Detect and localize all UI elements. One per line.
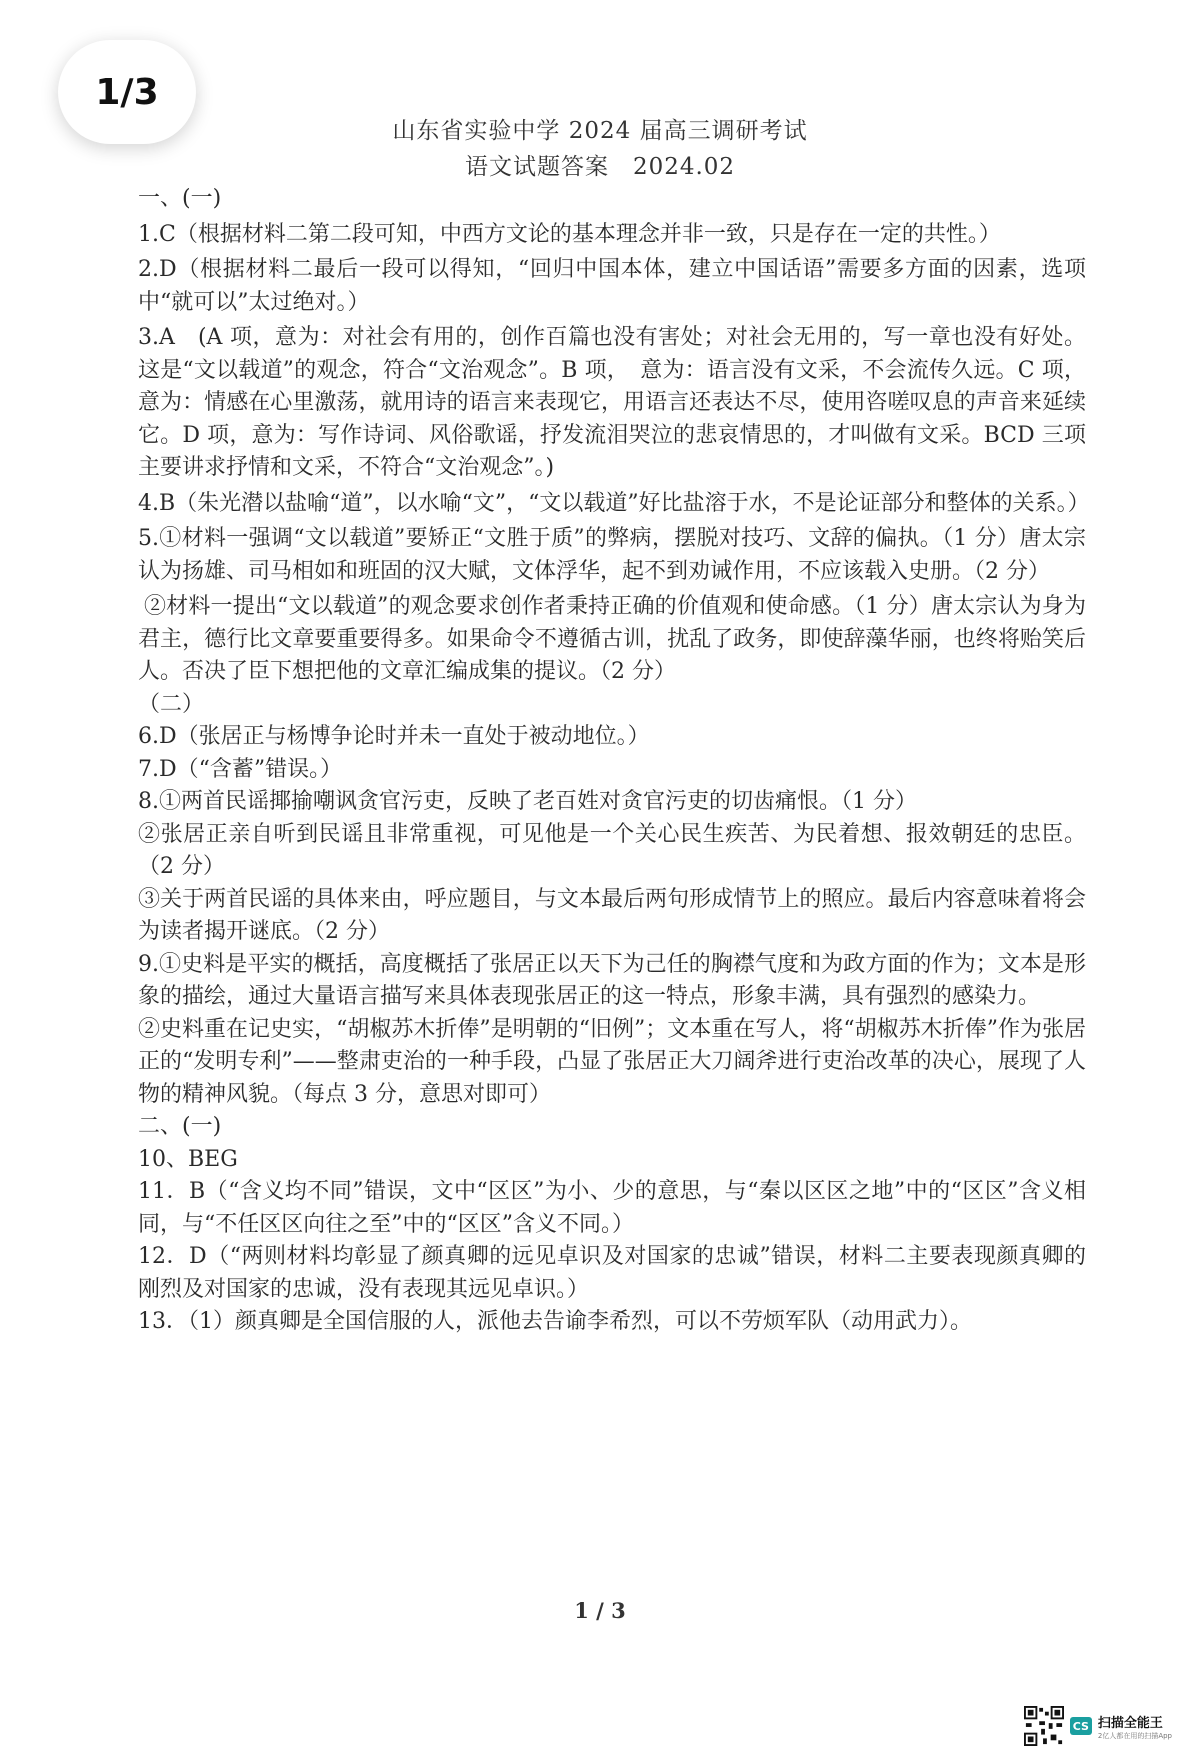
document-subtitle: 语文试题答案 2024.02 xyxy=(464,154,736,180)
section-heading: 一、(一) xyxy=(138,186,222,211)
camscanner-logo-icon: CS xyxy=(1070,1717,1092,1735)
section-heading: 二、(一) xyxy=(138,1114,222,1139)
answer-item-6: 6.D（张居正与杨博争论时并未一直处于被动地位。） xyxy=(138,724,650,749)
answer-item-5-point-2: ②材料一提出“文以载道”的观念要求创作者秉持正确的价值观和使命感。（1 分）唐太宗认为身为君主，德行比文章要重要得多。如果命令不遵循古训，扰乱了政务，即使辞藻华丽，也终将贻笑后人。否决了臣下想把他的文章汇编成集的提议。（2 分） xyxy=(138,594,1086,684)
answer-item-9-point-2: ②史料重在记史实，“胡椒苏木折俸”是明朝的“旧例”；文本重在写人，将“胡椒苏木折俸”作为张居正的“发明专利”——整肃吏治的一种手段，凸显了张居正大刀阔斧进行吏治改革的决心，展现了人物的精神风貌。（每点 3 分，意思对即可） xyxy=(138,1016,1086,1107)
answer-item-8-point-2: ②张居正亲自听到民谣且非常重视，可见他是一个关心民生疾苦、为民着想、报效朝廷的忠臣。（2 分） xyxy=(138,821,1086,879)
answer-item-2: 2.D（根据材料二最后一段可以得知，“回归中国本体，建立中国话语”需要多方面的因素，选项中“就可以”太过绝对。） xyxy=(138,257,1086,315)
answer-item-3: 3.A (A 项，意为：对社会有用的，创作百篇也没有害处；对社会无用的，写一章也没有好处。这是“文以载道”的观念，符合“文治观念”。B 项， 意为：语言没有文采，不会流传久远。C 项，意为：情感在心里激荡，就用诗的语言来表现它，用语言还表达不尽，使用咨嗟叹息的声音来延续它。D 项，意为：写作诗词、风俗歌谣，抒发流泪哭泣的悲哀情思的，才叫做有文采。BCD 三项主要讲求抒情和文采，不符合“文治观念”。) xyxy=(138,325,1086,480)
answer-item-12: 12．D（“两则材料均彰显了颜真卿的远见卓识及对国家的忠诚”错误，材料二主要表现颜真卿的刚烈及对国家的忠诚，没有表现其远见卓识。） xyxy=(138,1244,1086,1302)
answer-item-9-point-1: 9.①史料是平实的概括，高度概括了张居正以天下为己任的胸襟气度和为政方面的作为；文本是形象的描绘，通过大量语言描写来具体表现张居正的这一特点，形象丰满，具有强烈的感染力。 xyxy=(138,951,1086,1009)
document-title: 山东省实验中学 2024 届高三调研考试 xyxy=(392,118,808,144)
scanner-app-name: 扫描全能王 xyxy=(1097,1715,1163,1731)
scanner-slogan: 2亿人都在用的扫描App xyxy=(1097,1731,1172,1740)
answer-item-8-point-1: 8.①两首民谣揶揄嘲讽贪官污吏，反映了老百姓对贪官污吏的切齿痛恨。（1 分） xyxy=(138,789,917,814)
answer-item-7: 7.D（“含蓄”错误。） xyxy=(138,756,343,782)
answer-item-11: 11．B（“含义均不同”错误，文中“区区”为小、少的意思，与“秦以区区之地”中的“区区”含义相同，与“不任区区向往之至”中的“区区”含义不同。） xyxy=(138,1179,1086,1237)
answer-item-8-point-3: ③关于两首民谣的具体来由，呼应题目，与文本最后两句形成情节上的照应。最后内容意味着将会为读者揭开谜底。（2 分） xyxy=(138,886,1086,944)
page-indicator-badge: 1/3 xyxy=(58,40,196,144)
answer-item-1: 1.C（根据材料二第二段可知，中西方文论的基本理念并非一致，只是存在一定的共性。） xyxy=(138,221,1001,247)
page-number: 1 / 3 xyxy=(574,1598,626,1623)
answer-item-5-point-1: 5.①材料一强调“文以载道”要矫正“文胜于质”的弊病，摆脱对技巧、文辞的偏执。（1 分）唐太宗认为扬雄、司马相如和班固的汉大赋，文体浮华，起不到劝诫作用，不应该载入史册。（2 分） xyxy=(138,526,1086,584)
answer-content xyxy=(138,183,1090,1339)
answer-item-4: 4.B（朱光潜以盐喻“道”，以水喻“文”，“文以载道”好比盐溶于水，不是论证部分和整体的关系。） xyxy=(138,490,1090,516)
section-heading: （二） xyxy=(138,691,205,717)
qr-code-icon xyxy=(1024,1706,1064,1746)
scanner-watermark xyxy=(1024,1706,1172,1746)
answer-item-13: 13．（1）颜真卿是全国信服的人，派他去告谕李希烈，可以不劳烦军队（动用武力）。 xyxy=(138,1309,972,1334)
answer-item-10: 10、BEG xyxy=(138,1146,238,1172)
